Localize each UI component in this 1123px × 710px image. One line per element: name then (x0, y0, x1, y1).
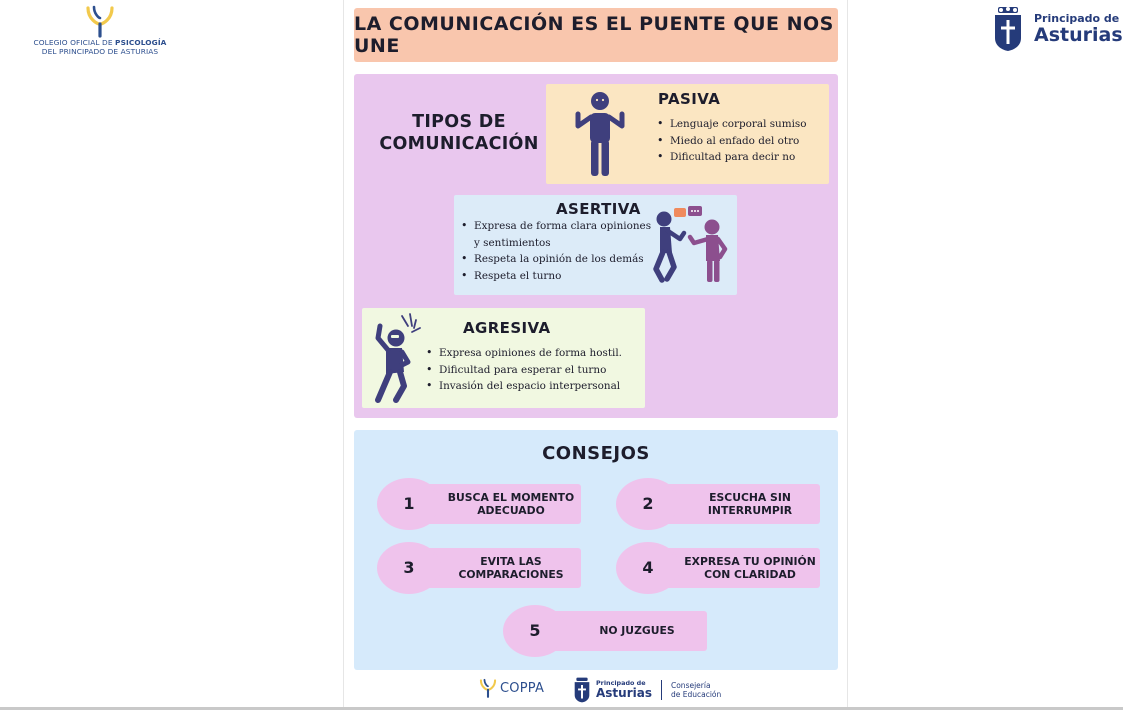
tip-label-line2: CON CLARIDAD (704, 568, 796, 581)
footer-coppa-logo (478, 678, 544, 698)
tip-label-line1: EVITA LAS (480, 554, 542, 568)
types-heading (374, 111, 544, 155)
tips-panel (354, 430, 838, 670)
footer-asturias-logo (573, 677, 721, 703)
tip-number: 3 (403, 558, 415, 577)
tip-5 (505, 611, 707, 651)
coppa-logo (30, 4, 170, 56)
asertiva-title: ASERTIVA (556, 200, 641, 218)
infographic-poster (343, 0, 848, 710)
tip-number: 1 (403, 494, 415, 513)
aggressive-person-icon (372, 312, 428, 404)
list-item: • Respeta el turno (460, 268, 651, 285)
consejeria-line2: de Educación (670, 690, 722, 699)
tip-2 (618, 484, 820, 524)
coppa-logo-icon (478, 678, 498, 698)
tip-label (441, 484, 581, 524)
tip-label-line2: COMPARACIONES (458, 568, 564, 581)
tip-label-line1: EXPRESA TU OPINIÓN (684, 554, 816, 568)
list-item: • Miedo al enfado del otro (656, 133, 806, 150)
pasiva-title: PASIVA (658, 90, 721, 108)
list-item: • Expresa de forma clara opiniones (460, 218, 651, 235)
tip-label-line2: ADECUADO (477, 504, 545, 517)
poster-title: LA COMUNICACIÓN ES EL PUENTE QUE NOS UNE (354, 13, 834, 57)
footer-asturias-small: Principado de (596, 679, 646, 687)
tip-label (680, 548, 820, 588)
list-item-continuation: y sentimientos (474, 236, 551, 249)
list-item: • Dificultad para esperar el turno (425, 362, 622, 379)
communication-types-panel (354, 74, 838, 418)
footer-asturias-big: Asturias (596, 686, 652, 700)
asturias-corner-small: Principado de (1034, 12, 1120, 25)
list-item: • Lenguaje corporal sumiso (656, 116, 806, 133)
card-agresiva (362, 308, 645, 408)
asturias-crest-icon (573, 677, 591, 703)
asertiva-list (460, 218, 651, 284)
tip-label (680, 484, 820, 524)
asturias-crest-icon (992, 6, 1024, 52)
coppa-line2: DEL PRINCIPADO DE ASTURIAS (41, 47, 159, 56)
tip-label (567, 611, 707, 651)
tip-4 (618, 548, 820, 588)
tips-heading: CONSEJOS (542, 443, 650, 464)
footer-coppa-text: COPPA (500, 680, 545, 696)
assertive-conversation-icon (652, 205, 732, 285)
coppa-line1-bold: PSICOLOGÍA (115, 38, 167, 47)
divider (661, 680, 662, 700)
list-item: • Dificultad para decir no (656, 149, 806, 166)
footer-consejeria (671, 681, 721, 699)
asturias-corner-big: Asturias (1034, 24, 1123, 46)
list-item: • Invasión del espacio interpersonal (425, 378, 622, 395)
tip-number: 2 (642, 494, 654, 513)
agresiva-list (425, 345, 622, 395)
types-heading-line1: TIPOS DE (412, 112, 506, 132)
tip-label-line2: INTERRUMPIR (707, 504, 793, 517)
poster-footer (344, 676, 847, 706)
list-item: • Respeta la opinión de los demás (460, 251, 651, 268)
coppa-line1-prefix: COLEGIO OFICIAL DE (33, 38, 116, 47)
tip-number: 5 (529, 621, 541, 640)
asturias-logo (992, 6, 1123, 52)
types-heading-line2: COMUNICACIÓN (379, 134, 539, 154)
card-asertiva (454, 195, 737, 295)
tip-3 (379, 548, 581, 588)
card-pasiva (546, 84, 829, 184)
tip-label (441, 548, 581, 588)
tip-1 (379, 484, 581, 524)
tip-label-line1: BUSCA EL MOMENTO (447, 490, 575, 504)
list-item: • Expresa opiniones de forma hostil. (425, 345, 622, 362)
tip-number: 4 (642, 558, 654, 577)
tip-label-line1: NO JUZGUES (599, 624, 675, 638)
title-banner (354, 8, 838, 62)
consejeria-line1: Consejería (670, 681, 711, 690)
tip-label-line1: ESCUCHA SIN (709, 490, 791, 504)
coppa-logo-icon (83, 4, 117, 38)
agresiva-title: AGRESIVA (463, 319, 551, 337)
pasiva-list (656, 116, 806, 166)
passive-person-icon (572, 90, 628, 178)
